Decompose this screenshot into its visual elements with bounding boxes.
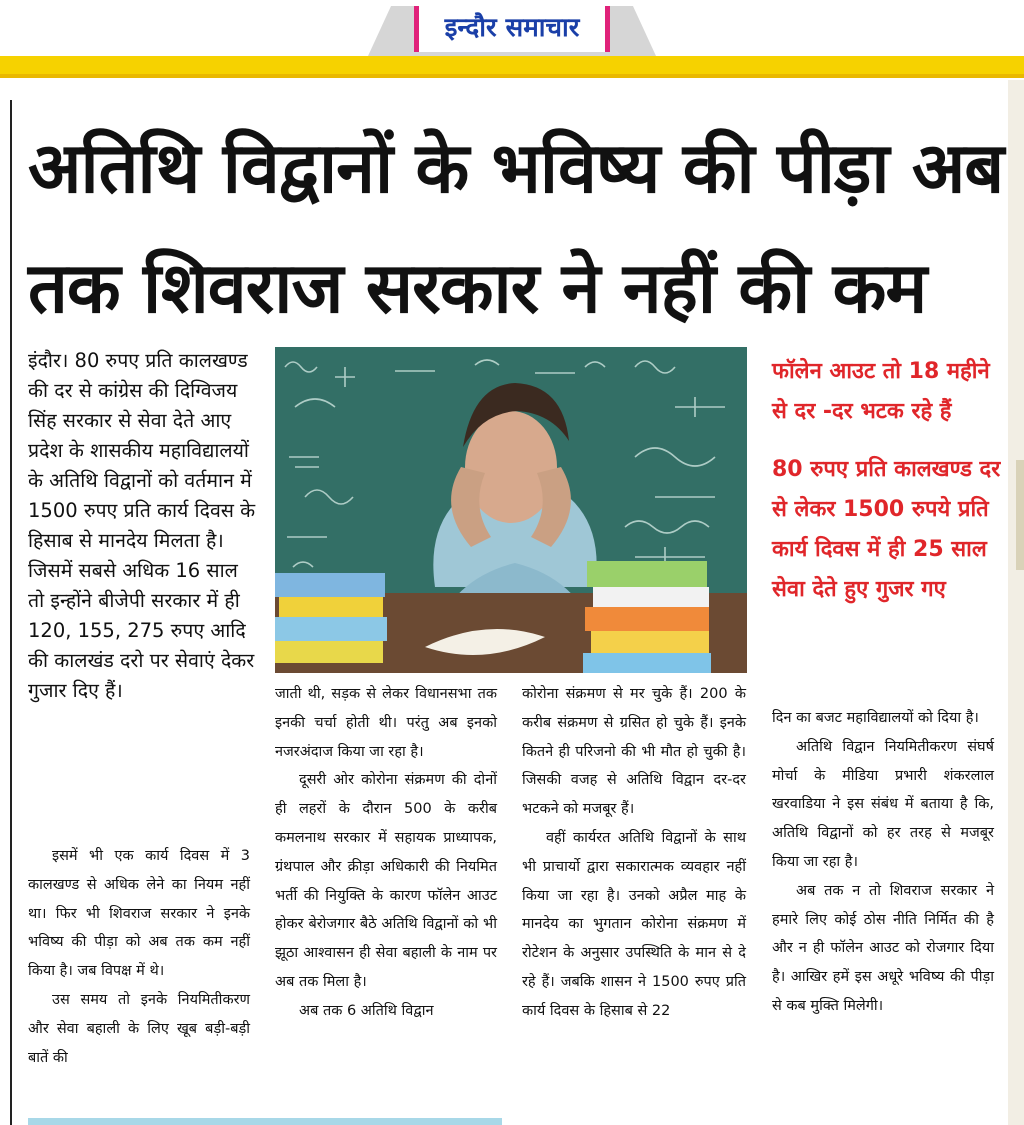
body-paragraph: वहीं कार्यरत अतिथि विद्वानों के साथ भी प्राचार्यो द्वारा सकारात्मक व्यवहार नहीं किया जा रहा है। उनको अप्रैल माह के मानदेय का भुगतान कोरोना संक्रमण में रोटेशन के अनुसार उपस्थिति के मान से दे रहे हैं। जबकि शासन ने 1500 रुपए प्रति कार्य दिवस के हिसाब से 22: [522, 829, 746, 1019]
body-column-1: [28, 842, 250, 1072]
body-paragraph: उस समय तो इनके नियमितीकरण और सेवा बहाली के लिए खूब बड़ी-बड़ी बातें की: [28, 991, 250, 1066]
headline-line-2: तक शिवराज सरकार ने नहीं की कम: [28, 247, 927, 329]
body-paragraph: दिन का बजट महाविद्यालयों को दिया है।: [772, 710, 979, 726]
body-column-3: [522, 680, 746, 1026]
body-paragraph: जाती थी, सड़क से लेकर विधानसभा तक इनकी चर्चा होती थी। परंतु अब इनको नजरअंदाज किया जा रहा है।: [275, 686, 497, 760]
photo-illustration: [275, 347, 747, 673]
section-label: इन्दौर समाचार: [414, 6, 610, 52]
body-paragraph: इसमें भी एक कार्य दिवस में 3 कालखण्ड से अधिक लेने का नियम नहीं था। फिर भी शिवराज सरकार ने इनके भविष्य की पीड़ा को अब तक कम नहीं किया है। जब विपक्ष में थे।: [28, 848, 250, 980]
masthead: [0, 0, 1024, 80]
highlight-callout: [772, 352, 1004, 628]
body-paragraph: अतिथि विद्वान नियमितीकरण संघर्ष मोर्चा के मीडिया प्रभारी शंकरलाल खरवाडिया ने इस संबंध में बताया है कि, अतिथि विद्वानों को हर तरह से मजबूर किया जा रहा है।: [772, 738, 994, 870]
stressed-student-photo: [275, 347, 747, 673]
body-paragraph: अब तक 6 अतिथि विद्वान: [299, 1002, 434, 1019]
lead-paragraph: [28, 346, 260, 706]
masthead-band: [0, 56, 1024, 78]
column-rule-left: [10, 100, 12, 1125]
headline: [28, 108, 1004, 348]
lead-text: इंदौर। 80 रुपए प्रति कालखण्ड की दर से कांग्रेस की दिग्विजय सिंह सरकार से सेवा देते आए प्रदेश के शासकीय महाविद्यालयों के अतिथि विद्वानों को वर्तमान में 1500 रुपए प्रति कार्य दिवस के हिसाब से मानदेय मिलता है। जिसमें सबसे अधिक 16 साल तो इन्होंने बीजेपी सरकार में ही 120, 155, 275 रुपए आदि की कालखंड दरो पर सेवाएं देकर गुजार दिए हैं।: [28, 349, 256, 702]
callout-2: 80 रुपए प्रति कालखण्ड दर से लेकर 1500 रुपये प्रति कार्य दिवस में ही 25 साल सेवा देते हुए गुजर गए: [772, 457, 1001, 602]
callout-1: फॉलेन आउट तो 18 महीने से दर -दर भटक रहे हैं: [772, 359, 990, 424]
body-paragraph: कोरोना संक्रमण से मर चुके हैं। 200 के करीब संक्रमण से ग्रसित हो चुके हैं। इनके कितने ही परिजनो की भी मौत हो चुकी है। जिसकी वजह से अतिथि विद्वान दर-दर भटकने को मजबूर हैं।: [522, 686, 746, 818]
adjacent-page-edge: [1008, 80, 1024, 1125]
next-article-bar: [28, 1118, 502, 1125]
body-column-4: [772, 704, 994, 1021]
headline-line-1: अतिथि विद्वानों के भविष्य की पीड़ा अब: [28, 127, 1004, 209]
body-paragraph: दूसरी ओर कोरोना संक्रमण की दोनों ही लहरों के दौरान 500 के करीब कमलनाथ सरकार में सहायक प्राध्यापक, ग्रंथपाल और क्रीड़ा अधिकारी की नियमित भर्ती की नियुक्ति के कारण फॉलेन आउट होकर बेरोजगार बैठे अतिथि विद्वानों को भी झूठा आश्वासन ही सेवा बहाली के नाम पर अब तक मिला है।: [275, 772, 497, 990]
body-column-2: [275, 680, 497, 1026]
body-paragraph: अब तक न तो शिवराज सरकार ने हमारे लिए कोई ठोस नीति निर्मित की है और न ही फॉलेन आउट को रोजगार दिया है। आखिर हमें इस अधूरे भविष्य की पीड़ा से कब मुक्ति मिलेगी।: [772, 882, 994, 1014]
